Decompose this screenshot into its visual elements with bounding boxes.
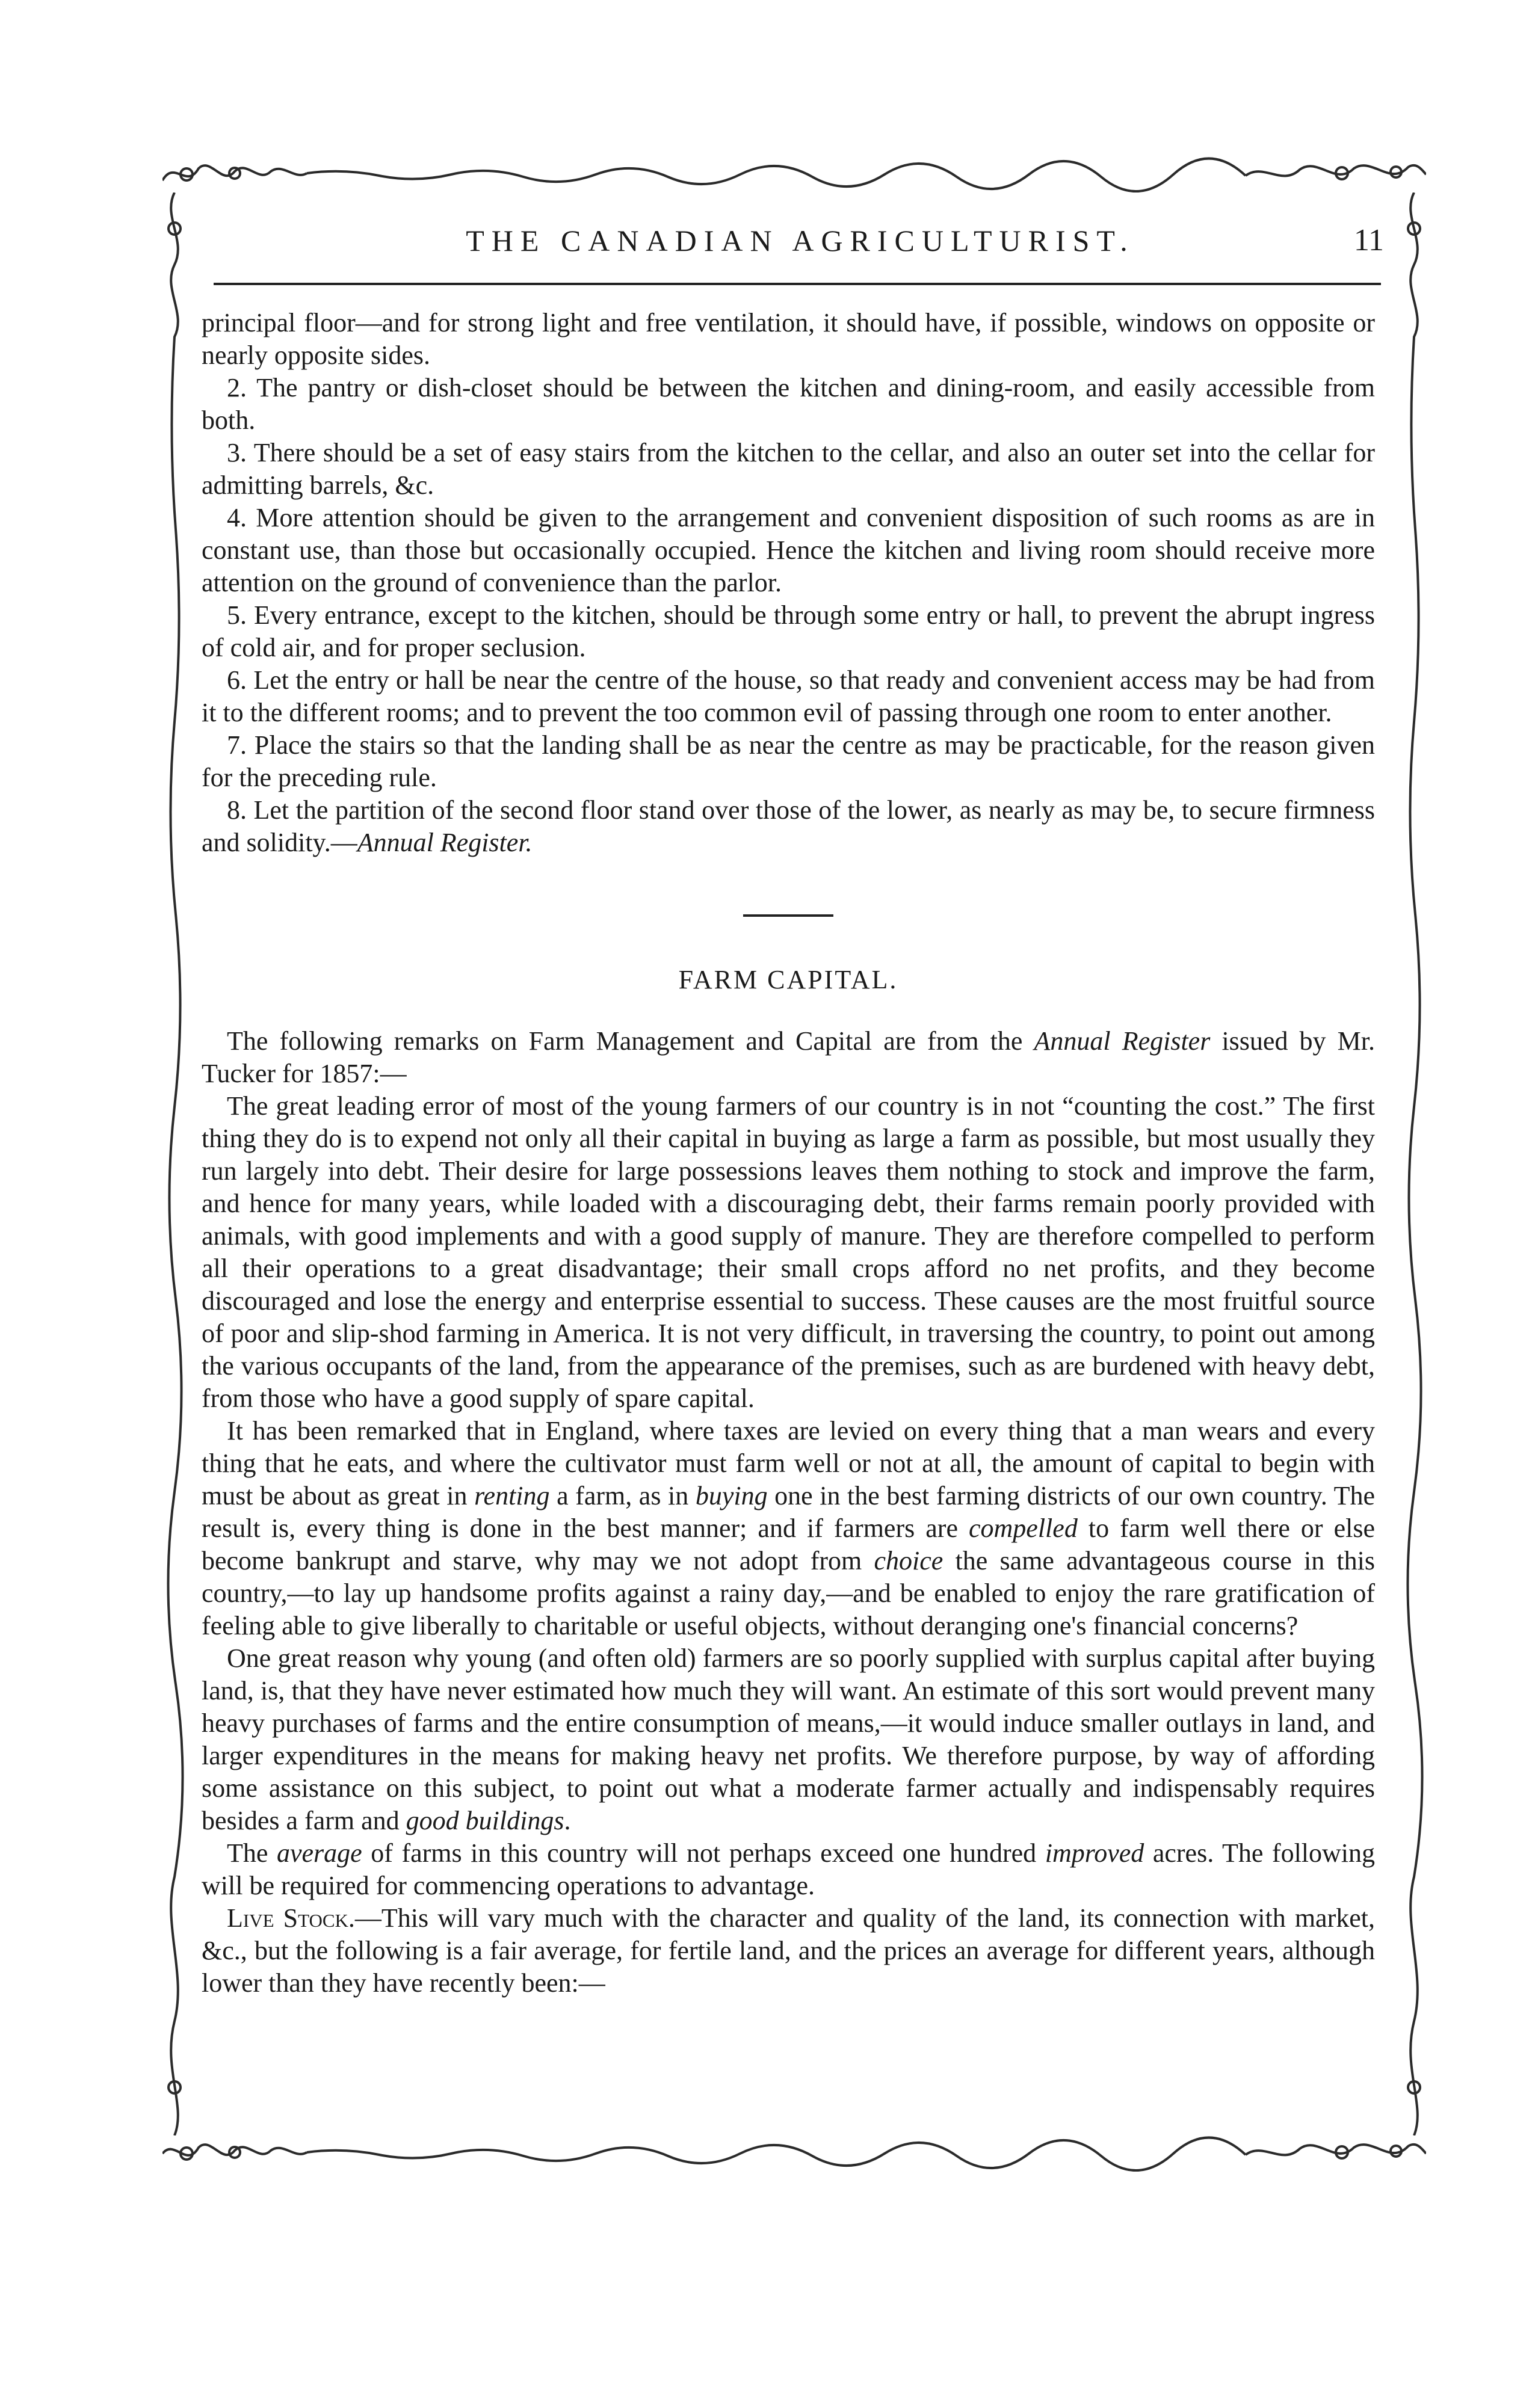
p2-italic-choice: choice: [874, 1546, 943, 1575]
p3-text-a: One great reason why young (and often old) farmers are so poorly supplied with surplus capital after buying land, is, that they have never estimated how much they will want. An estimate of this sort would prevent many heavy purchases of farms and the entire consumption of means,—it would induce smaller outlays in land, and larger expenditures in the means for making heavy net profits. We therefore purpose, by way of affording some assistance on this subject, to point out what a moderate farmer actually and indispensably requires besides a farm and: [202, 1643, 1375, 1835]
p4-text-c: acres. The following will be required for commencing operations to advantage.: [202, 1838, 1376, 1900]
p4-text-b: of farms in this country will not perhaps exceed one hundred: [362, 1838, 1045, 1868]
page-number: 11: [1353, 223, 1384, 257]
intro-source: Annual Register: [1034, 1026, 1211, 1056]
rule-item-6: 6. Let the entry or hall be near the centre of the house, so that ready and convenient access may be had from it to the different rooms; and to prevent the too common evil of passing through one room to enter another.: [202, 665, 1375, 727]
source-citation: Annual Register.: [357, 828, 533, 857]
page-body: [202, 307, 1375, 2000]
running-title: THE CANADIAN AGRICULTURIST.: [466, 224, 1135, 257]
body-paragraph-3: [202, 1642, 1375, 1837]
p2-text-d: to farm well there or else become bankrupt and starve, why may we not adopt from: [202, 1513, 1375, 1575]
header-rule: [214, 283, 1381, 285]
intro-paragraph: [202, 1025, 1375, 1090]
section-separator: [743, 914, 833, 917]
p4-italic-improved: improved: [1045, 1838, 1144, 1868]
body-paragraph-1: The great leading error of most of the young farmers of our country is in not “counting the cost.” The first thing they do is to expend not only all their capital in buying as large a farm as possible, but most usually they run largely into debt. Their desire for large possessions leaves them nothing to stock and improve the farm, and hence for many years, while loaded with a discouraging debt, their farms remain poorly provided with animals, with good implements and with a good supply of manure. They are therefore compelled to perform all their operations to a great disadvantage; their small crops afford no net profits, and they become discouraged and lose the energy and enterprise essential to success. These causes are the most fruitful source of poor and slip-shod farming in America. It is not very difficult, in traversing the country, to point out among the various occupants of the land, from the appearance of the premises, such as are burdened with heavy debt, from those who have a good supply of spare capital.: [202, 1091, 1375, 1413]
rule-item-7: 7. Place the stairs so that the landing shall be as near the centre as may be practicable, for the reason given for the preceding rule.: [202, 730, 1375, 792]
p2-text-e: the same advantageous course in this country,—to lay up handsome profits against a rainy day,—and be enabled to enjoy the rare gratification of feeling able to give liberally to charitable or useful objects, without deranging one's financial concerns?: [202, 1546, 1375, 1640]
live-stock-text: —This will vary much with the character and quality of the land, its connection with market, &c., but the following is a fair average, for fertile land, and the prices an average for different years, although lower than they have recently been:—: [202, 1903, 1375, 1998]
right-ornament-border: [1396, 192, 1432, 2135]
p4-italic-average: average: [276, 1838, 362, 1868]
body-paragraph-4: [202, 1837, 1375, 1902]
p2-italic-buying: buying: [695, 1481, 768, 1510]
p2-text-a: It has been remarked that in England, where taxes are levied on every thing that a man wears and every thing that he eats, and where the cultivator must farm well or not at all, the amount of capital to begin with must be about as great in: [202, 1416, 1375, 1510]
intro-text-b: issued by Mr. Tucker for 1857:—: [202, 1026, 1375, 1088]
rule-item-2: 2. The pantry or dish-closet should be between the kitchen and dining-room, and easily accessible from both.: [202, 373, 1375, 435]
p2-text-b: a farm, as in: [549, 1481, 696, 1510]
rule-item-3: 3. There should be a set of easy stairs from the kitchen to the cellar, and also an outer set into the cellar for admitting barrels, &c.: [202, 438, 1375, 500]
body-paragraph-2: [202, 1415, 1375, 1642]
p3-italic-good-buildings: good buildings: [406, 1806, 564, 1835]
p2-italic-renting: renting: [474, 1481, 550, 1510]
section-title: FARM CAPITAL.: [678, 965, 898, 994]
live-stock-label: Live Stock.: [227, 1903, 355, 1933]
rule-item-5: 5. Every entrance, except to the kitchen, should be through some entry or hall, to prevent the abrupt ingress of cold air, and for proper seclusion.: [202, 600, 1375, 662]
p4-text-a: The: [227, 1838, 277, 1868]
left-ornament-border: [156, 192, 193, 2135]
intro-text-a: The following remarks on Farm Management and Capital are from the: [227, 1026, 1034, 1056]
continuation-paragraph: principal floor—and for strong light and free ventilation, it should have, if possible, windows on opposite or nearly opposite sides.: [202, 308, 1375, 370]
top-ornament-border: [162, 156, 1426, 192]
p3-text-b: .: [564, 1806, 571, 1835]
rule-item-8: [202, 794, 1375, 859]
bottom-ornament-border: [162, 2135, 1426, 2172]
rule-item-8-text: 8. Let the partition of the second floor stand over those of the lower, as nearly as may be, to secure firmness and solidity.—: [202, 795, 1375, 857]
page-header: [217, 214, 1384, 268]
body-paragraph-5: [202, 1902, 1375, 2000]
p2-text-c: one in the best farming districts of our own country. The result is, every thing is done in the best manner; and if farmers are: [202, 1481, 1376, 1543]
rule-item-4: 4. More attention should be given to the arrangement and convenient disposition of such rooms as are in constant use, than those but occasionally occupied. Hence the kitchen and living room should receive more attention on the ground of convenience than the parlor.: [202, 503, 1375, 597]
p2-italic-compelled: compelled: [969, 1513, 1078, 1543]
